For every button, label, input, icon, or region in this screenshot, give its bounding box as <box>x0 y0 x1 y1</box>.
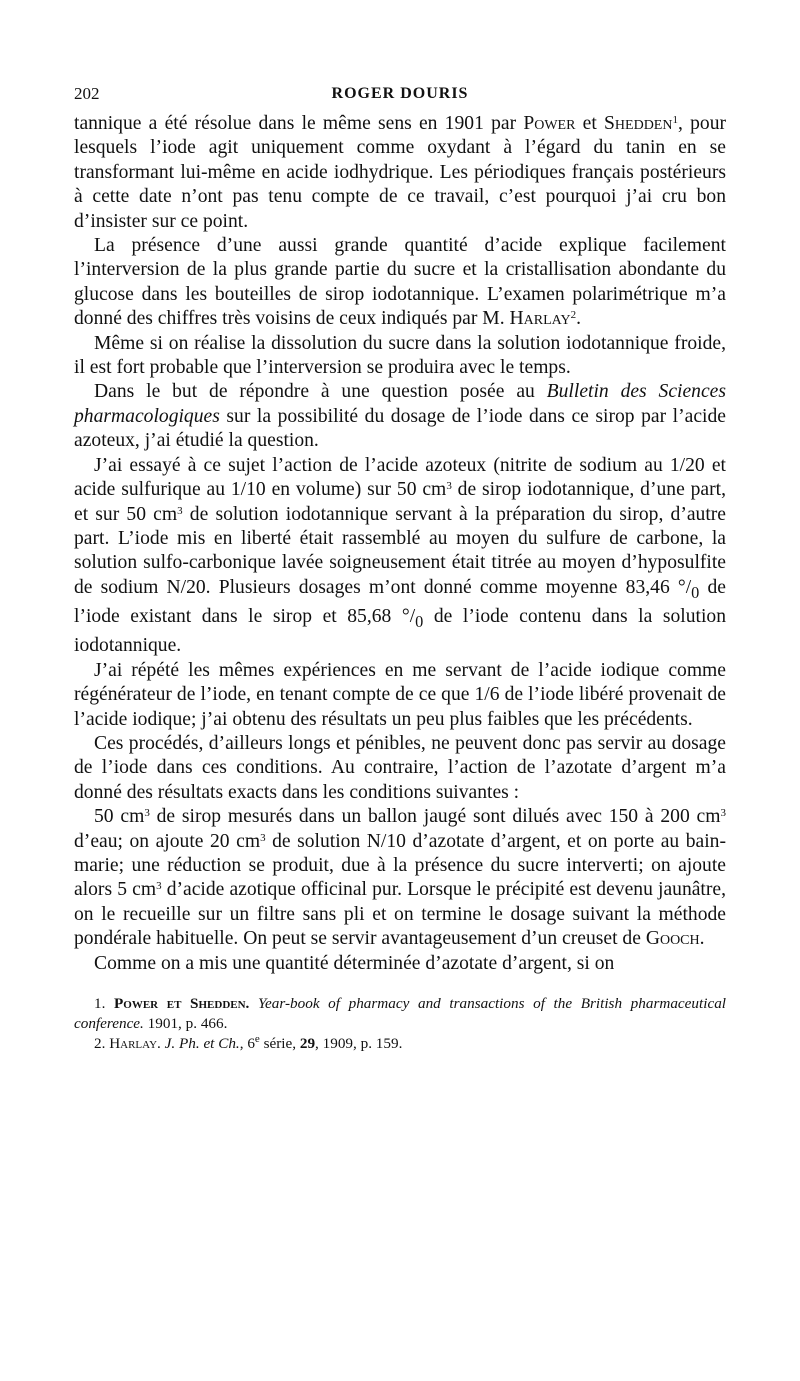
footnote-title: Year-book of pharmacy and transactions of the British pharmaceutical conference. <box>74 995 727 1033</box>
document-page <box>74 82 726 1054</box>
text-run: de solution iodotannique servant à la préparation du sirop, d’autre part. L’iode mis en liberté était rassemblé au moyen du sulfure de carbone, la solution sulfo-carbonique lavée soigneusement était titrée au moyen d’hyposulfite de sodium N/20. Plusieurs dosages m’ont donné comme moyenne 83,46 °/ <box>74 503 726 598</box>
text-run: Dans le but de répondre à une question posée au <box>94 381 547 403</box>
footnote-ref-2: 2 <box>570 309 577 322</box>
paragraph-3: Même si on réalise la dissolution du sucre dans la solution iodotannique froide, il est fort probable que l’interversion se produira avec le temps. <box>74 332 726 379</box>
text-run: de l’iode contenu dans la solution iodotannique. <box>74 606 726 657</box>
running-title: ROGER DOURIS <box>331 85 469 102</box>
paragraph-7: Ces procédés, d’ailleurs longs et pénibles, ne peuvent donc pas servir au dosage de l’iode dans ces conditions. Au contraire, l’action de l’azotate d’argent m’a donné des résultats exacts dans les conditions suivantes : <box>74 732 726 803</box>
text-run: La présence d’une aussi grande quantité d’acide explique facilement l’interversion de la plus grande partie du sucre et la cristallisation abondante du glucose dans les bouteilles de sirop iodotannique. L’examen polarimétrique m’a donné des chiffres très voisins de ceux indiqués par M. <box>74 235 726 330</box>
paragraph-4 <box>74 380 726 453</box>
superscript: 3 <box>156 880 162 893</box>
superscript: 3 <box>720 807 726 820</box>
footnote-1 <box>74 994 726 1034</box>
paragraph-8 <box>74 805 726 951</box>
body-text <box>74 112 726 976</box>
text-run: de l’iode existant dans le sirop et 85,68 °/ <box>74 576 726 628</box>
paragraph-1 <box>74 112 726 234</box>
superscript: e <box>254 1033 260 1046</box>
text-run: . <box>576 308 582 330</box>
footnote-2 <box>74 1034 726 1054</box>
footnotes <box>74 994 726 1054</box>
author-name-shedden: Shedden <box>604 113 673 134</box>
author-name-harlay: Harlay <box>509 308 571 330</box>
text-run: , 1909, p. 159. <box>315 1035 403 1053</box>
author-name-power: Power <box>523 113 576 134</box>
author-name-gooch: Gooch <box>645 928 700 950</box>
footnote-ref-1: 1 <box>672 114 678 126</box>
text-run: de sirop mesurés dans un ballon jaugé sont dilués avec 150 à 200 cm <box>149 806 721 828</box>
footnote-authors: Power et Shedden. <box>114 995 250 1013</box>
superscript: 3 <box>446 480 452 493</box>
text-run: , pour lesquels l’iode agit uniquement comme oxydant à l’égard du tanin en se transformant lui-même en acide iodhydrique. Les périodiques français postérieurs à cette date n’ont pas tenu compte de ce travail, c’est pourquoi j’ai cru bon d’insister sur ce point. <box>74 113 727 232</box>
paragraph-9: Comme on a mis une quantité déterminée d’azotate d’argent, si on <box>94 952 615 974</box>
text-run: . <box>699 928 705 950</box>
text-run: d’eau; on ajoute 20 cm <box>74 830 261 852</box>
superscript: 3 <box>177 504 183 517</box>
text-run: série, <box>259 1035 300 1053</box>
paragraph-5 <box>74 454 726 659</box>
paragraph-6: J’ai répété les mêmes expériences en me servant de l’acide iodique comme régénérateur de l’iode, en tenant compte de ce que 1/6 de l’iode libéré provenait de l’acide iodique; j’ai obtenu des résultats un peu plus faibles que les précédents. <box>74 659 726 730</box>
paragraph-2 <box>74 234 726 332</box>
text-run: sur la possibilité du dosage de l’iode dans ce sirop par l’acide azoteux, j’ai étudié la question. <box>74 405 726 452</box>
text-run: et <box>575 113 605 134</box>
footnote-number: 2. <box>94 1035 106 1053</box>
subscript: 0 <box>691 582 700 602</box>
text-run: 50 cm <box>94 806 145 828</box>
text-run: , 6 <box>239 1035 255 1053</box>
superscript: 3 <box>260 831 266 844</box>
text-run: de sirop iodotannique, d’une part, et sur 50 cm <box>74 479 726 525</box>
superscript: 3 <box>144 807 150 820</box>
page-header <box>74 82 726 106</box>
page-number: 202 <box>74 84 100 103</box>
text-run: J’ai essayé à ce sujet l’action de l’acide azoteux (nitrite de sodium au 1/20 et acide sulfurique au 1/10 en volume) sur 50 cm <box>74 454 726 501</box>
footnote-number: 1. <box>94 995 106 1013</box>
subscript: 0 <box>415 611 424 631</box>
footnote-volume: 29 <box>299 1035 316 1053</box>
footnote-authors: Harlay. <box>109 1035 161 1053</box>
text-run: d’acide azotique officinal pur. Lorsque le précipité est devenu jaunâtre, on le recueille sur un filtre sans pli et on termine le dosage suivant la méthode pondérale habituelle. On peut se servir avantageusement d’un creuset de <box>74 879 726 950</box>
journal-title: Bulletin des Sciences pharmacologiques <box>74 381 726 427</box>
footnote-journal: J. Ph. et Ch. <box>164 1035 240 1053</box>
text-run: de solution N/10 d’azotate d’argent, et on porte au bain-marie; une réduction se produit, due à la présence du sucre interverti; on ajoute alors 5 cm <box>74 830 726 901</box>
text-run: 1901, p. 466. <box>143 1015 228 1033</box>
text-run: tannique a été résolue dans le même sens en 1901 par <box>74 113 524 134</box>
